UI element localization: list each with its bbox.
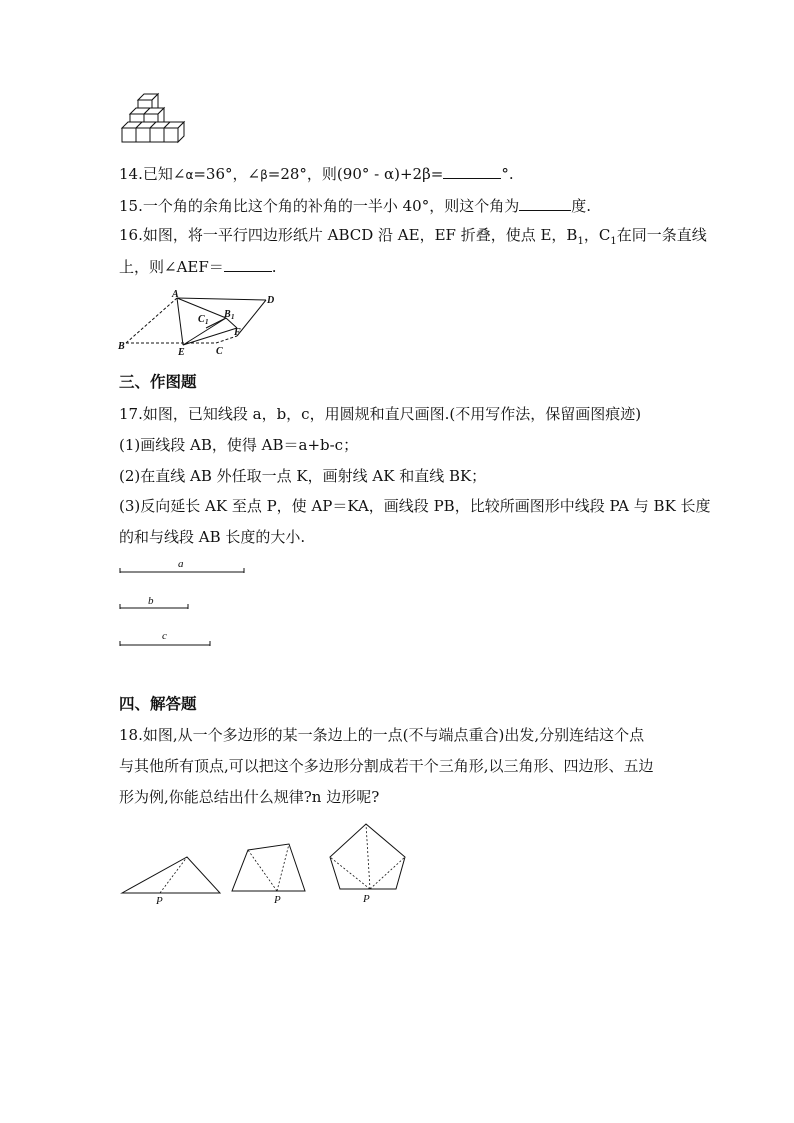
answer-blank	[519, 195, 571, 211]
label-F: F	[234, 327, 241, 338]
svg-text:a: a	[178, 558, 184, 570]
question-17-line-3: (2)在直线 AB 外任取一点 K，画射线 AK 和直线 BK；	[119, 467, 487, 485]
question-18-line-1: 18.如图,从一个多边形的某一条边上的一点(不与端点重合)出发,分别连结这个点	[119, 726, 645, 744]
section-3-title: 三、作图题	[119, 373, 197, 391]
label-C: C	[216, 346, 223, 357]
question-15: 15.一个角的余角比这个角的补角的一半小 40°，则这个角为 度.	[119, 197, 591, 215]
label-A: A	[172, 289, 179, 300]
pentagon-figure	[326, 820, 412, 908]
question-17-line-5: 的和与线段 AB 长度的大小.	[119, 528, 306, 546]
question-14: 14.已知∠α=36°，∠β=28°，则(90° - α)+2β= °.	[119, 165, 514, 183]
svg-text:P: P	[363, 893, 370, 905]
quadrilateral-figure	[228, 840, 310, 906]
answer-blank	[443, 163, 501, 179]
segment-a	[118, 556, 248, 576]
label-B: B	[118, 341, 125, 352]
svg-text:P: P	[274, 894, 281, 906]
parallelogram-fold-figure	[116, 288, 282, 360]
segment-c	[118, 627, 213, 649]
label-C1-sub: 1	[205, 318, 209, 326]
section-4-title: 四、解答题	[119, 695, 197, 713]
question-17-line-1: 17.如图，已知线段 a，b，c，用圆规和直尺画图.(不用写作法，保留画图痕迹)	[119, 405, 642, 423]
label-D: D	[267, 295, 275, 306]
cube-stack-figure	[118, 92, 196, 158]
label-E: E	[178, 347, 185, 358]
svg-text:b: b	[148, 595, 154, 607]
question-18-line-2: 与其他所有顶点,可以把这个多边形分割成若干个三角形,以三角形、四边形、五边	[119, 757, 654, 775]
label-C1: C	[198, 314, 205, 325]
svg-text:P: P	[156, 895, 163, 906]
question-18-line-3: 形为例,你能总结出什么规律?n 边形呢?	[119, 788, 380, 806]
label-B1: B	[224, 309, 231, 320]
question-16-line-2: 上，则∠AEF＝ .	[119, 258, 277, 276]
question-17-line-2: (1)画线段 AB，使得 AB＝a+b-c；	[119, 436, 359, 454]
answer-blank	[224, 256, 272, 272]
label-B1-sub: 1	[231, 313, 235, 321]
question-16-line-1: 16.如图，将一平行四边形纸片 ABCD 沿 AE，EF 折叠，使点 E，$B_1$，$C_1$在同一条直线	[119, 226, 707, 247]
triangle-figure	[118, 852, 224, 906]
question-17-line-4: (3)反向延长 AK 至点 P，使 AP＝KA，画线段 PB，比较所画图形中线段 PA 与 BK 长度	[119, 497, 711, 515]
segment-b	[118, 592, 193, 612]
svg-text:c: c	[162, 630, 167, 642]
